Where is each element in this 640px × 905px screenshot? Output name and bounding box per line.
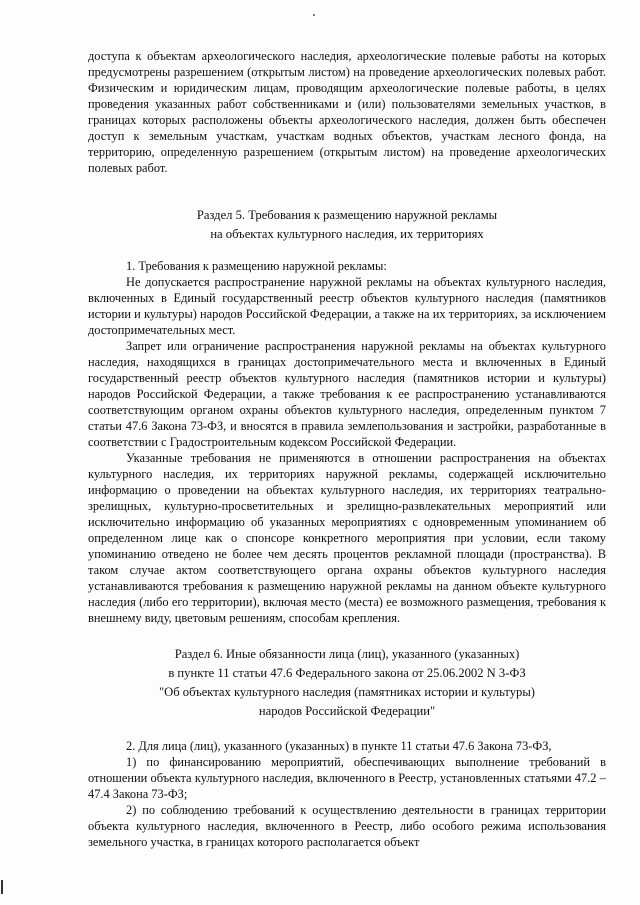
scan-speck: [313, 14, 315, 16]
section-5-paragraph-1: Не допускается распространение наружной рекламы на объектах культурного наследия, включенных в Единый государственный реестр объектов культурного наследия (памятников истории и культуры) народов Российской Федерации, а также на их территориях, за исключением достопримечательных мест.: [88, 275, 606, 337]
intro-block: [88, 48, 606, 176]
section-6-body: [88, 738, 606, 850]
section-5-paragraph-2: Запрет или ограничение распространения наружной рекламы на объектах культурного наследия, находящихся в границах достопримечательного места и включенных в Единый государственный реестр объектов культурного наследия (памятников истории и культуры) народов Российской Федерации, а также требования к ее распространению устанавливаются соответствующим органом охраны объектов культурного наследия, определенным пунктом 7 статьи 47.6 Закона 73-ФЗ, и вносятся в правила землепользования и застройки, разработанные в соответствии с Градостроительным кодексом Российской Федерации.: [88, 339, 606, 449]
section-6-subitem-2: 2) по соблюдению требований к осуществлению деятельности в границах территории объекта культурного наследия, включенного в Реестр, либо особого режима использования земельного участка, в границах которого располагается объект: [88, 803, 606, 849]
section-6-title: [88, 645, 606, 721]
section-5-paragraph-3: Указанные требования не применяются в отношении распространения на объектах культурного наследия, их территориях наружной рекламы, содержащей исключительно информацию о проведении на объектах культурного наследия, их территориях театрально-зрелищных, культурно-просветительных и зрелищно-развлекательных мероприятий или исключительно информацию об указанных мероприятиях с одновременным упоминанием об определенном лице как о спонсоре конкретного мероприятия при условии, если такому упоминанию отведено не более чем десять процентов рекламной площади (пространства). В таком случае актом соответствующего органа охраны объектов культурного наследия устанавливаются требования к размещению наружной рекламы на данном объекте культурного наследия (либо его территории), включая место (места) ее возможного размещения, требования к внешнему виду, цветовым решениям, способам крепления.: [88, 451, 606, 625]
section-5-title-line-2: на объектах культурного наследия, их территориях: [210, 227, 484, 241]
section-5-body: [88, 258, 606, 626]
section-6-item-heading: 2. Для лица (лиц), указанного (указанных) в пункте 11 статьи 47.6 Закона 73-ФЗ,: [126, 739, 552, 753]
section-5-title: [88, 206, 606, 244]
section-5-title-line-1: Раздел 5. Требования к размещению наружной рекламы: [196, 208, 498, 222]
section-6-title-line-4: народов Российской Федерации": [258, 704, 436, 718]
section-6-title-line-1: Раздел 6. Иные обязанности лица (лиц), указанного (указанных): [174, 647, 520, 661]
intro-paragraph: доступа к объектам археологического наследия, археологические полевые работы на которых предусмотрены разрешением (открытым листом) на проведение археологических полевых работ. Физическим и юридическим лицам, проводящим археологические полевые работы, в целях проведения указанных работ собственниками и (или) пользователями земельных участков, в границах которых расположены объекты археологического наследия, должен быть обеспечен доступ к земельным участкам, участкам водных объектов, участкам лесного фонда, на территорию, определенную разрешением (открытым листом) на проведение археологических полевых работ.: [88, 49, 606, 175]
section-5-item-heading: 1. Требования к размещению наружной рекламы:: [126, 259, 387, 273]
section-6-title-line-3: "Об объектах культурного наследия (памятниках истории и культуры): [159, 685, 535, 699]
scan-edge-mark: [1, 880, 3, 894]
section-6-subitem-1: 1) по финансированию мероприятий, обеспечивающих выполнение требований в отношении объекта культурного наследия, включенного в Реестр, установленных статьями 47.2 – 47.4 Закона 73-ФЗ;: [88, 755, 606, 801]
section-6-title-line-2: в пункте 11 статьи 47.6 Федерального закона от 25.06.2002 N 3-ФЗ: [168, 666, 526, 680]
